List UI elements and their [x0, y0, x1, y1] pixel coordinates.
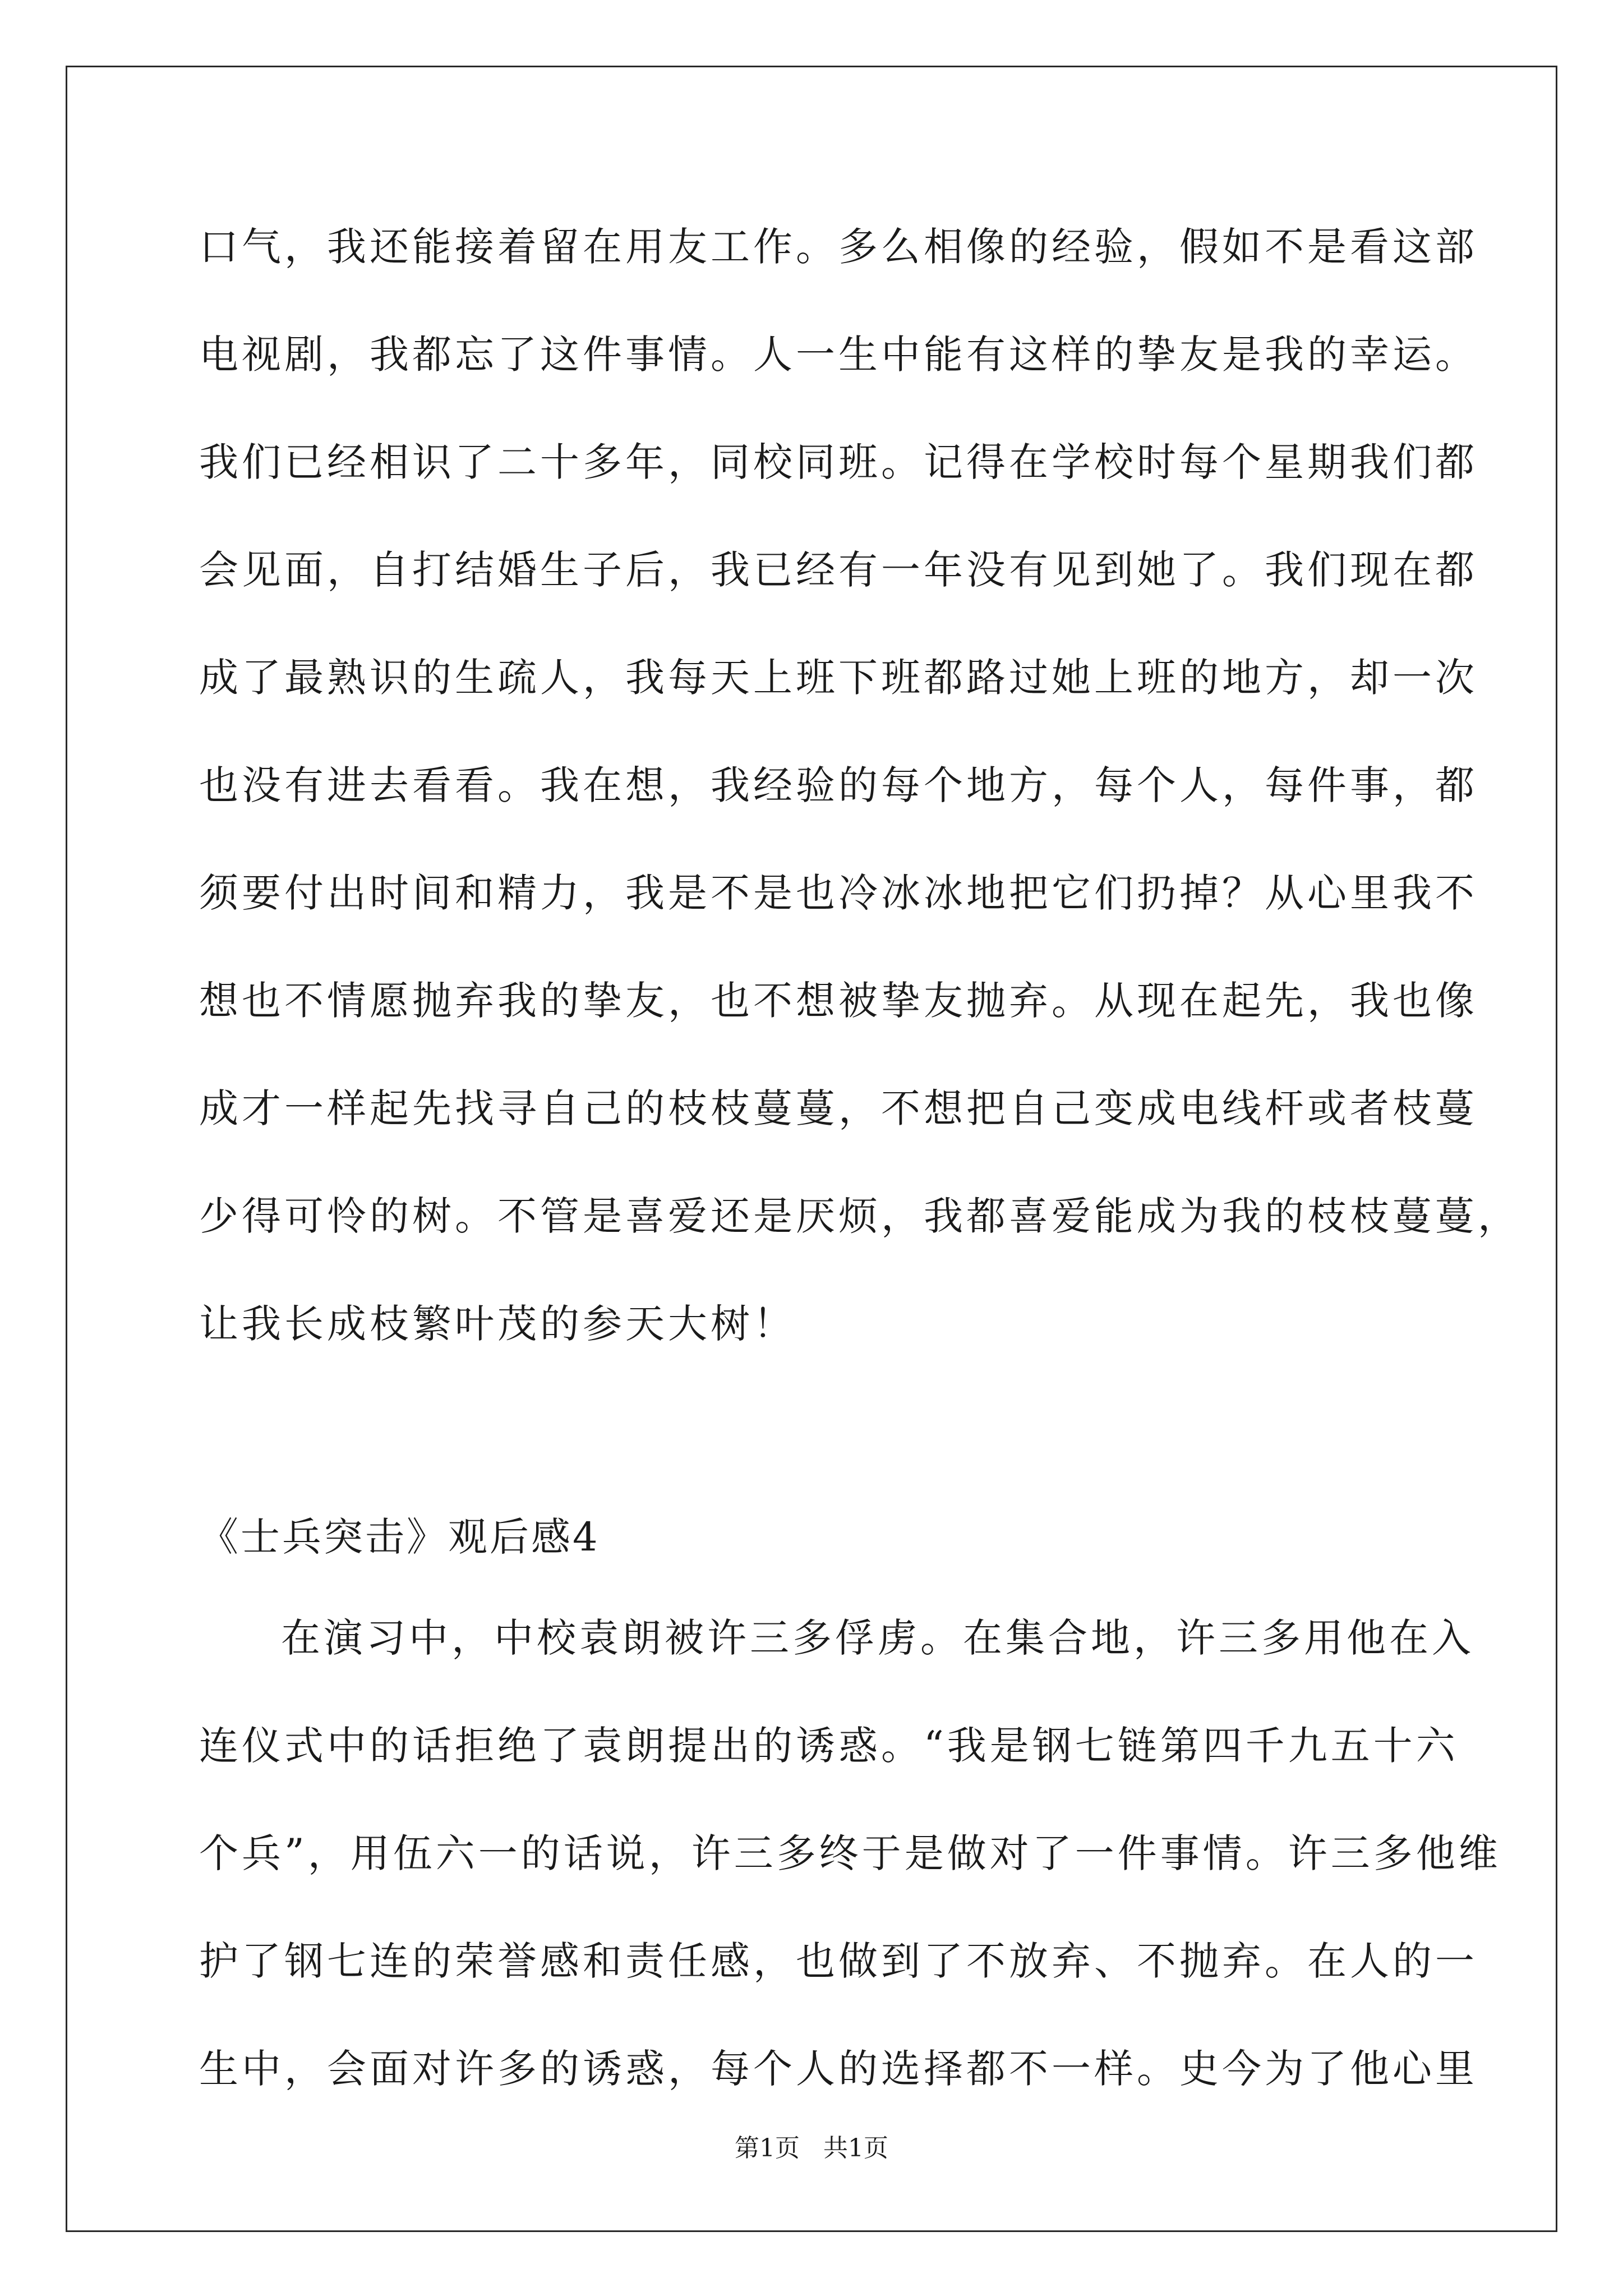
body-text-part2: [199, 1604, 1501, 2143]
text-line: 想也不情愿抛弃我的挚友，也不想被挚友抛弃。从现在起先，我也像: [199, 978, 1478, 1024]
text-line: 护了钢七连的荣誉感和责任感，也做到了不放弃、不抛弃。在人的一: [199, 1938, 1478, 1984]
section-title: 《士兵突击》观后感4: [199, 1514, 600, 1560]
text-line: 成才一样起先找寻自己的枝枝蔓蔓，不想把自己变成电线杆或者枝蔓: [199, 1085, 1478, 1131]
text-line: 让我长成枝繁叶茂的参天大树！: [199, 1301, 796, 1347]
text-line: 电视剧，我都忘了这件事情。人一生中能有这样的挚友是我的幸运。: [199, 332, 1478, 378]
page-footer: 第1页 共1页: [735, 2134, 888, 2162]
text-line: 少得可怜的树。不管是喜爱还是厌烦，我都喜爱能成为我的枝枝蔓蔓，: [199, 1193, 1520, 1239]
text-line: 须要付出时间和精力，我是不是也冷冰冰地把它们扔掉？从心里我不: [199, 870, 1478, 916]
text-line: 生中，会面对许多的诱惑，每个人的选择都不一样。史今为了他心里: [199, 2046, 1478, 2092]
text-line: 个兵”，用伍六一的话说，许三多终于是做对了一件事情。许三多他维: [199, 1830, 1501, 1876]
text-line: 口气，我还能接着留在用友工作。多么相像的经验，假如不是看这部: [199, 224, 1478, 270]
text-line: 我们已经相识了二十多年，同校同班。记得在学校时每个星期我们都: [199, 439, 1478, 485]
text-line: 在演习中，中校袁朗被许三多俘虏。在集合地，许三多用他在入: [281, 1615, 1474, 1661]
text-line: 连仪式中的话拒绝了袁朗提出的诱惑。“我是钢七链第四千九五十六: [199, 1723, 1459, 1769]
text-line: 也没有进去看看。我在想，我经验的每个地方，每个人，每件事，都: [199, 762, 1478, 808]
text-line: 会见面，自打结婚生子后，我已经有一年没有见到她了。我们现在都: [199, 547, 1478, 593]
text-line: 成了最熟识的生疏人，我每天上班下班都路过她上班的地方，却一次: [199, 655, 1478, 701]
body-text-part1: [199, 213, 1520, 1398]
